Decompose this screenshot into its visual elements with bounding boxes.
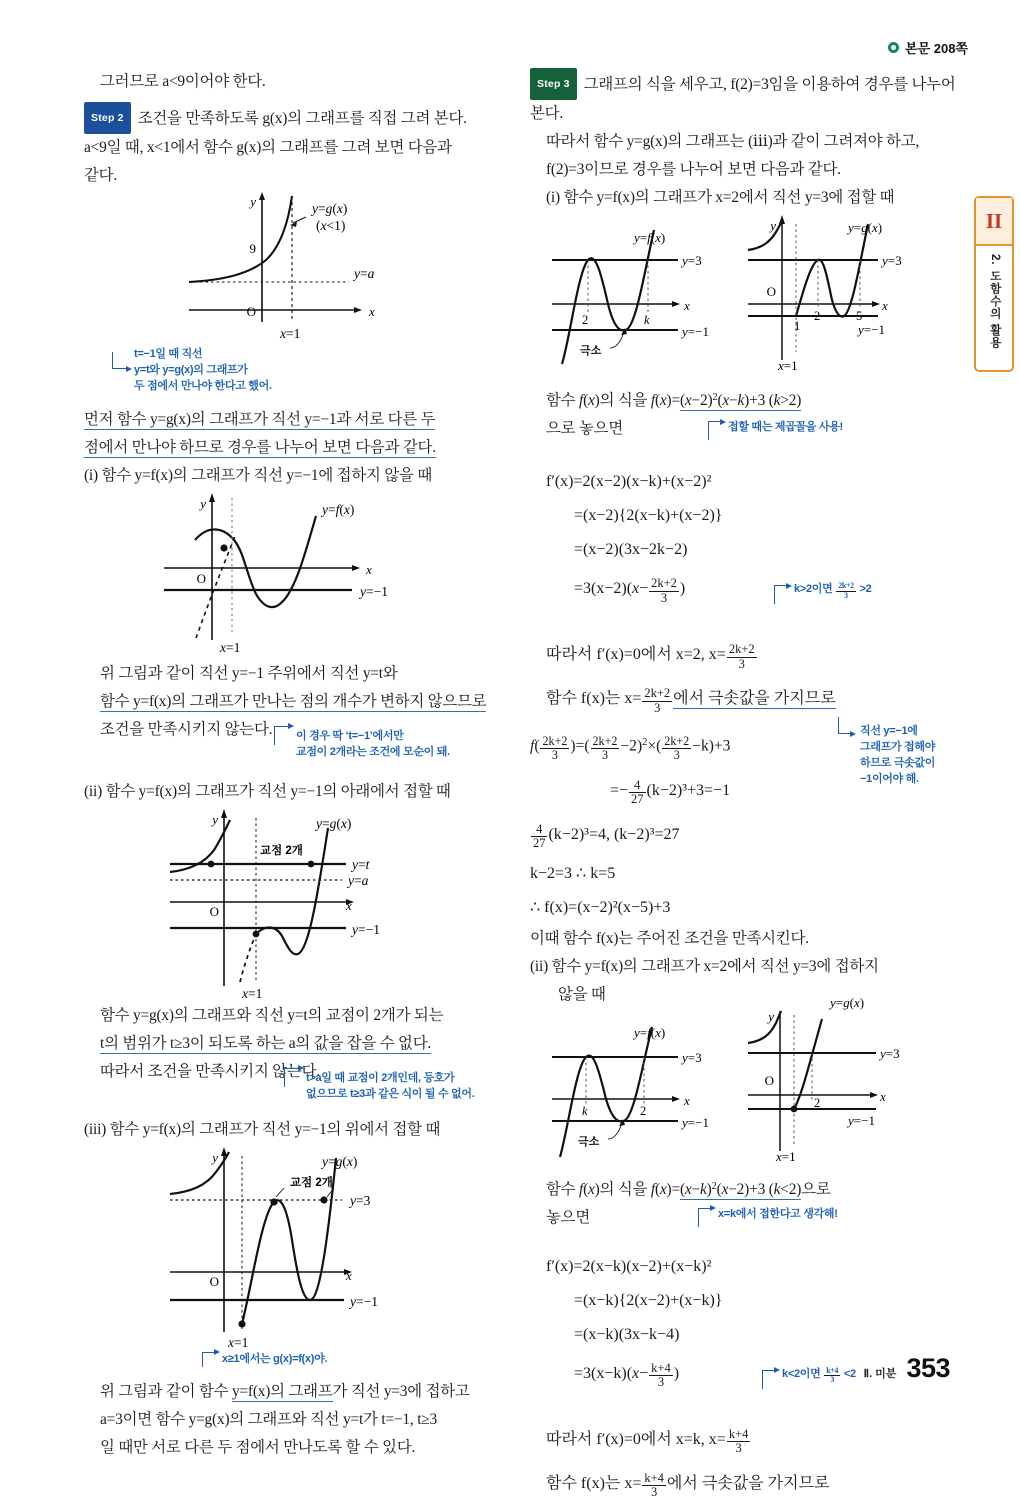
right-eq-8-pow: 2 xyxy=(642,737,648,749)
annotation-9-num: k+4 xyxy=(826,1365,839,1375)
left-line-5c: 따라서 조건을 만족시키지 않는다. xyxy=(100,1063,320,1080)
left-line-5b-text: t의 범위가 t≥3이 되도록 하는 a의 값을 잡을 수 없다. xyxy=(100,1035,432,1052)
svg-text:극소: 극소 xyxy=(580,345,602,357)
svg-text:y=g(x): y=g(x) xyxy=(312,201,348,216)
annotation-7-line-2: 그래프가 접해야 xyxy=(860,741,936,754)
right-eq-9-num: 4 xyxy=(634,777,641,792)
right-eq-9-eq: =− xyxy=(610,781,629,799)
svg-text:y: y xyxy=(200,496,206,511)
svg-text:y=3: y=3 xyxy=(882,253,902,268)
annotation-6-num: 2k+2 xyxy=(838,581,854,591)
annotation-5-leader xyxy=(708,421,721,440)
svg-text:x: x xyxy=(346,898,352,913)
right-column xyxy=(530,68,956,1506)
right-line-1b: f(2)=3이므로 경우를 나누어 보면 다음과 같다. xyxy=(546,161,841,178)
right-eq-18-num: k+4 xyxy=(651,1360,671,1375)
svg-text:x=1: x=1 xyxy=(280,326,301,341)
figure-5-6-svg xyxy=(530,212,950,384)
svg-text:x=1: x=1 xyxy=(220,640,241,655)
annotation-4-leader xyxy=(202,1352,215,1367)
annotation-1-text xyxy=(134,346,272,394)
right-eq-20-num: k+4 xyxy=(644,1470,664,1485)
svg-text:k: k xyxy=(582,1103,588,1118)
annotation-9-den: 3 xyxy=(824,1375,840,1384)
figure-pair-case-i xyxy=(530,212,950,384)
right-eq-8-mid: −2 xyxy=(620,737,637,755)
figure-3-svg xyxy=(84,806,504,1002)
right-eq-4: =(x−2)(3x−2k−2) xyxy=(574,541,688,559)
annotation-6-den: 3 xyxy=(836,591,856,600)
right-eq-20-post: 에서 극솟값을 가지므로 xyxy=(666,1474,830,1492)
annotation-2-block xyxy=(84,730,504,778)
footer-page-number: 353 xyxy=(906,1353,950,1383)
page-reference-label: 본문 208쪽 xyxy=(905,41,968,56)
annotation-5-text: 접할 때는 제곱꼴을 사용! xyxy=(728,421,843,434)
right-eq-8-f2: $\frac{2k+2}{3}$ xyxy=(664,733,690,762)
svg-text:y=−1: y=−1 xyxy=(858,322,885,337)
svg-text:y=3: y=3 xyxy=(880,1045,900,1061)
left-line-3b xyxy=(84,434,504,462)
svg-text:y=f(x): y=f(x) xyxy=(634,1024,666,1040)
annotation-9-post: <2 xyxy=(843,1367,856,1380)
right-eq-18: =3(x−k)(x− $\frac{k+4}{3}$ ) xyxy=(574,1360,680,1390)
svg-text:2: 2 xyxy=(640,1103,647,1118)
right-eq-10-num: 4 xyxy=(536,821,543,836)
annotation-7-line-1: 직선 y=−1에 xyxy=(860,725,918,738)
annotation-6-text xyxy=(794,581,872,600)
svg-text:2: 2 xyxy=(814,309,821,323)
svg-text:y: y xyxy=(250,194,256,209)
svg-text:y=3: y=3 xyxy=(682,253,702,268)
svg-text:9: 9 xyxy=(249,241,256,256)
svg-text:2: 2 xyxy=(814,1095,821,1110)
svg-text:x: x xyxy=(684,298,690,313)
svg-text:y=3: y=3 xyxy=(350,1193,371,1208)
left-line-5b xyxy=(84,1030,504,1058)
right-eq-12: ∴ f(x)=(x−2)²(x−5)+3 xyxy=(530,898,671,916)
annotation-1-block xyxy=(84,350,504,406)
left-line-3b-text: 점에서 만나야 하므로 경우를 나누어 보면 다음과 같다. xyxy=(84,439,436,456)
svg-text:y=−1: y=−1 xyxy=(682,1114,709,1130)
right-eq-20 xyxy=(530,1462,950,1506)
figure-gx-exponential xyxy=(84,190,504,350)
svg-text:x=1: x=1 xyxy=(778,358,798,373)
right-eq-7 xyxy=(530,677,950,721)
right-eq-8: f( $\frac{2k+2}{3}$ )=( $\frac{2k+2}{3}$ −2)$^2$×( $\frac{2k+2}{3}$ −k)+3 xyxy=(530,733,731,762)
step2-badge: Step 2 xyxy=(84,102,131,134)
page-footer xyxy=(864,1353,950,1384)
left-line-4a: 위 그림과 같이 직선 y=−1 주위에서 직선 y=t와 xyxy=(100,665,398,682)
right-eq-13: 이때 함수 f(x)는 주어진 조건을 만족시킨다. xyxy=(530,929,809,947)
right-eq-8-arg-den: 3 xyxy=(540,748,569,762)
svg-text:y=f(x): y=f(x) xyxy=(634,230,666,245)
svg-text:x: x xyxy=(880,1088,886,1104)
right-eq-20-pre: 함수 f(x)는 x= xyxy=(546,1474,642,1492)
annotation-2-line-1: 이 경우 딱 ‘t=−1’에서만 xyxy=(296,730,404,742)
svg-text:y=−1: y=−1 xyxy=(682,324,709,339)
left-line-4c: 조건을 만족시키지 않는다. xyxy=(100,721,273,738)
step3-title-b: 본다. xyxy=(530,105,563,122)
figure-gx-tangent-above xyxy=(84,1144,504,1354)
annotation-8-leader xyxy=(698,1208,711,1227)
left-line-2a: a<9일 때, x<1에서 함수 g(x)의 그래프를 그려 보면 다음과 xyxy=(84,139,452,156)
step3-badge: Step 3 xyxy=(530,68,577,100)
right-line-1a: 따라서 함수 y=g(x)의 그래프는 (ⅲ)과 같이 그려져야 하고, xyxy=(546,133,920,150)
step3-title-a: 그래프의 식을 세우고, f(2)=3임을 이용하여 경우를 나누어 xyxy=(583,76,956,93)
svg-text:y=3: y=3 xyxy=(682,1049,702,1065)
annotation-1-line-3: 두 점에서 만나야 한다고 했어. xyxy=(134,380,272,392)
left-column xyxy=(84,68,504,1462)
right-eq-14b: 놓으면 xyxy=(546,1208,591,1226)
right-eq-6-fraction xyxy=(727,643,757,670)
right-eq-17: =(x−k)(3x−k−4) xyxy=(574,1325,680,1343)
right-case-ii-b: 않을 때 xyxy=(558,985,606,1003)
figure-2-svg xyxy=(84,490,504,660)
annotation-3-line-2: 없으므로 t≥3과 같은 식이 될 수 없어. xyxy=(306,1088,475,1100)
annotation-6-pre: k>2이면 xyxy=(794,583,833,596)
right-eq-6 xyxy=(530,633,950,677)
right-eq-19-pre: 따라서 f′(x)=0에서 x=k, x= xyxy=(546,1430,726,1448)
right-eq-6-den: 3 xyxy=(727,657,757,671)
right-eq-15: f′(x)=2(x−k)(x−2)+(x−k)² xyxy=(546,1257,712,1275)
right-eq-7-pre: 함수 f(x)는 x= xyxy=(546,690,642,708)
svg-text:x: x xyxy=(366,562,372,577)
annotation-2-text xyxy=(296,728,450,760)
annotation-7-leader xyxy=(838,717,851,734)
right-eq-8-k: −k xyxy=(692,737,709,755)
annotation-8-text: x=k에서 접한다고 생각해! xyxy=(718,1207,838,1220)
annotation-6-post: >2 xyxy=(859,583,872,596)
left-case-iii: (iii) 함수 y=f(x)의 그래프가 직선 y=−1의 위에서 접할 때 xyxy=(84,1121,441,1138)
right-eq-1a: 함수 f(x)의 식을 $f(x)=(x-2)^2(x-k)+3$ (k>2) xyxy=(546,392,802,410)
right-eq-8-f1: $\frac{2k+2}{3}$ xyxy=(592,733,618,762)
svg-text:O: O xyxy=(764,1072,774,1088)
svg-text:x: x xyxy=(882,298,888,313)
right-eq-2: f′(x)=2(x−2)(x−k)+(x−2)² xyxy=(546,473,712,491)
annotation-3-text xyxy=(306,1070,474,1102)
svg-text:x=1: x=1 xyxy=(228,1335,249,1350)
right-eq-10-fraction xyxy=(531,823,547,850)
annotation-7-line-3: 하므로 극솟값이 xyxy=(860,757,936,770)
svg-text:5: 5 xyxy=(856,309,863,323)
right-eq-19-num: k+4 xyxy=(728,1426,749,1441)
right-eq-8-plus3: +3 xyxy=(713,737,731,755)
svg-text:y=−1: y=−1 xyxy=(360,584,388,599)
annotation-3-leader xyxy=(284,1068,299,1087)
annotation-4-block xyxy=(84,1354,504,1378)
right-eq-18-den: 3 xyxy=(649,1375,673,1389)
left-line-2b: 같다. xyxy=(84,167,117,184)
left-line-4b-text: 함수 y=f(x)의 그래프가 만나는 점의 개수가 변하지 않으므로 xyxy=(100,693,487,710)
svg-text:O: O xyxy=(246,304,256,319)
right-eq-11: k−2=3 ∴ k=5 xyxy=(530,864,616,882)
svg-text:x=1: x=1 xyxy=(776,1148,796,1164)
svg-text:y: y xyxy=(212,1150,218,1165)
right-eq-10-den: 27 xyxy=(533,835,546,850)
svg-text:O: O xyxy=(196,571,206,586)
right-eq-9-den: 27 xyxy=(631,791,644,806)
svg-text:y=g(x): y=g(x) xyxy=(322,1154,358,1169)
annotation-9-text xyxy=(782,1366,856,1385)
annotation-1-line-1: t=−1일 때 직선 xyxy=(134,348,203,360)
annotation-6-leader xyxy=(774,585,787,604)
annotation-9-leader xyxy=(762,1370,775,1389)
page-reference xyxy=(888,38,968,57)
svg-text:y=a: y=a xyxy=(348,873,369,888)
right-eq-8-arg-num: 2k+2 xyxy=(542,733,568,748)
annotation-7-text xyxy=(860,723,970,787)
right-eq-5: =3(x−2)(x− $\frac{2k+2}{3}$ ) xyxy=(574,576,686,605)
left-line-6a: 위 그림과 같이 함수 y=f(x)의 그래프가 직선 y=3에 접하고 xyxy=(100,1383,470,1400)
right-eq-19-den: 3 xyxy=(727,1441,751,1455)
svg-text:y=−1: y=−1 xyxy=(352,922,380,937)
left-line-3a-text: 먼저 함수 y=g(x)의 그래프가 직선 y=−1과 서로 다른 두 xyxy=(84,411,436,428)
svg-text:x: x xyxy=(346,1268,352,1283)
svg-text:x=1: x=1 xyxy=(242,986,263,1001)
chapter-tab-body xyxy=(976,246,1012,372)
svg-text:y=a: y=a xyxy=(354,266,375,281)
svg-text:y=g(x): y=g(x) xyxy=(830,994,865,1010)
svg-text:y=f(x): y=f(x) xyxy=(322,502,355,517)
svg-text:O: O xyxy=(209,904,219,919)
right-case-ii-a: (ii) 함수 y=f(x)의 그래프가 x=2에서 직선 y=3에 접하지 xyxy=(530,957,879,975)
left-line-1: 그러므로 a<9이어야 한다. xyxy=(100,73,266,90)
svg-text:O: O xyxy=(766,284,776,299)
right-eq-18-pre: =3(x−k) xyxy=(574,1364,627,1382)
right-eq-16: =(x−k){2(x−2)+(x−k)} xyxy=(574,1291,723,1309)
annotation-6-fraction xyxy=(836,582,856,600)
svg-text:y=g(x): y=g(x) xyxy=(848,220,883,235)
right-eq-20-den: 3 xyxy=(642,1485,666,1499)
svg-text:y=t: y=t xyxy=(352,857,370,872)
chapter-side-tab xyxy=(974,196,1014,372)
chapter-tab-label: 2. 도함수의 활용 xyxy=(988,254,1001,349)
left-line-6b: a=3이면 함수 y=g(x)의 그래프와 직선 y=t가 t=−1, t≥3 xyxy=(100,1411,438,1428)
svg-text:x: x xyxy=(369,304,375,319)
svg-text:1: 1 xyxy=(794,319,801,333)
right-eq-20-fraction xyxy=(642,1472,666,1499)
figure-1-svg xyxy=(84,190,504,350)
annotation-9-pre: k<2이면 xyxy=(782,1367,821,1380)
right-eq-1b: 으로 놓으면 xyxy=(546,420,623,438)
right-eq-19 xyxy=(530,1418,950,1462)
svg-text:y: y xyxy=(212,812,218,827)
right-eq-3: =(x−2){2(x−k)+(x−2)} xyxy=(574,507,723,525)
annotation-1-line-2: y=t와 y=g(x)의 그래프가 xyxy=(134,364,248,376)
step2-heading xyxy=(84,102,504,134)
svg-text:2: 2 xyxy=(582,313,589,327)
annotation-9-fraction xyxy=(824,1367,840,1385)
svg-text:y: y xyxy=(770,218,776,233)
right-eq-19-fraction xyxy=(727,1428,751,1455)
annotation-4-text: x≥1에서는 g(x)=f(x)야. xyxy=(222,1353,328,1365)
right-eq-10 xyxy=(530,813,950,857)
svg-text:y=−1: y=−1 xyxy=(848,1112,875,1128)
step3-heading xyxy=(530,68,956,100)
right-eq-7-fraction xyxy=(642,687,672,714)
right-eq-18-fraction xyxy=(649,1362,673,1389)
chapter-roman-numeral: II xyxy=(976,198,1012,246)
right-eq-14a: 함수 f(x)의 식을 $f(x)=(x-k)^2(x-2)+3$ (k<2)으로 xyxy=(546,1180,831,1198)
right-eq-5-fraction xyxy=(649,577,679,604)
figure-gx-tangent-below xyxy=(84,806,504,1002)
svg-text:y=−1: y=−1 xyxy=(350,1294,378,1309)
annotation-1-leader xyxy=(112,352,127,369)
right-case-i: (i) 함수 y=f(x)의 그래프가 x=2에서 직선 y=3에 접할 때 xyxy=(546,189,895,206)
svg-text:k: k xyxy=(644,313,650,327)
left-line-6c: 일 때만 서로 다른 두 점에서 만나도록 할 수 있다. xyxy=(100,1439,416,1456)
annotation-3-block xyxy=(84,1072,504,1116)
right-eq-5-pre: =3(x−2) xyxy=(574,580,627,598)
right-eq-5-num: 2k+2 xyxy=(651,576,677,591)
step2-title: 조건을 만족하도록 g(x)의 그래프를 직접 그려 본다. xyxy=(137,110,467,127)
svg-text:극소: 극소 xyxy=(578,1135,600,1148)
right-eq-8-arg-fraction xyxy=(540,735,569,761)
right-eq-7-post: 에서 극솟값을 가지므로 xyxy=(673,690,836,708)
left-line-4b xyxy=(84,688,504,716)
svg-text:y: y xyxy=(768,1008,774,1024)
svg-text:교점 2개: 교점 2개 xyxy=(290,1177,333,1189)
right-eq-10-post: (k−2)³=4, (k−2)³=27 xyxy=(548,825,680,843)
svg-text:O: O xyxy=(209,1274,219,1289)
annotation-7-line-4: −1이어야 해. xyxy=(860,773,919,786)
right-eq-6-num: 2k+2 xyxy=(728,642,755,657)
svg-text:x: x xyxy=(684,1092,690,1108)
annotation-3-line-1: t>a일 때 교점이 2개인데, 등호가 xyxy=(306,1072,455,1084)
left-case-ii: (ii) 함수 y=f(x)의 그래프가 직선 y=−1의 아래에서 접할 때 xyxy=(84,783,451,800)
left-line-5a: 함수 y=g(x)의 그래프와 직선 y=t의 교점이 2개가 되는 xyxy=(100,1007,444,1024)
circle-dot-icon xyxy=(888,42,899,53)
svg-text:교점 2개: 교점 2개 xyxy=(260,845,303,857)
svg-text:y=g(x): y=g(x) xyxy=(316,816,352,831)
right-eq-9-post: (k−2)³+3=−1 xyxy=(646,781,731,799)
figure-4-svg xyxy=(84,1144,504,1354)
right-eq-7-den: 3 xyxy=(642,701,672,715)
left-line-3a xyxy=(84,406,504,434)
left-case-i: (i) 함수 y=f(x)의 그래프가 직선 y=−1에 접하지 않을 때 xyxy=(84,467,432,484)
right-eq-8-f: f xyxy=(530,737,535,755)
annotation-2-leader xyxy=(274,726,289,745)
right-eq-8-times: × xyxy=(647,737,657,755)
right-eq-7-num: 2k+2 xyxy=(644,686,671,701)
figure-fx-not-tangent xyxy=(84,490,504,660)
right-eq-9-fraction xyxy=(629,779,645,806)
footer-chapter-label: Ⅱ. 미분 xyxy=(863,1368,897,1380)
svg-text:(x<1): (x<1) xyxy=(316,218,346,233)
right-eq-5-den: 3 xyxy=(649,591,679,605)
right-eq-6-pre: 따라서 f′(x)=0에서 x=2, x= xyxy=(546,646,726,664)
annotation-2-line-2: 교점이 2개라는 조건에 모순이 돼. xyxy=(296,746,450,758)
